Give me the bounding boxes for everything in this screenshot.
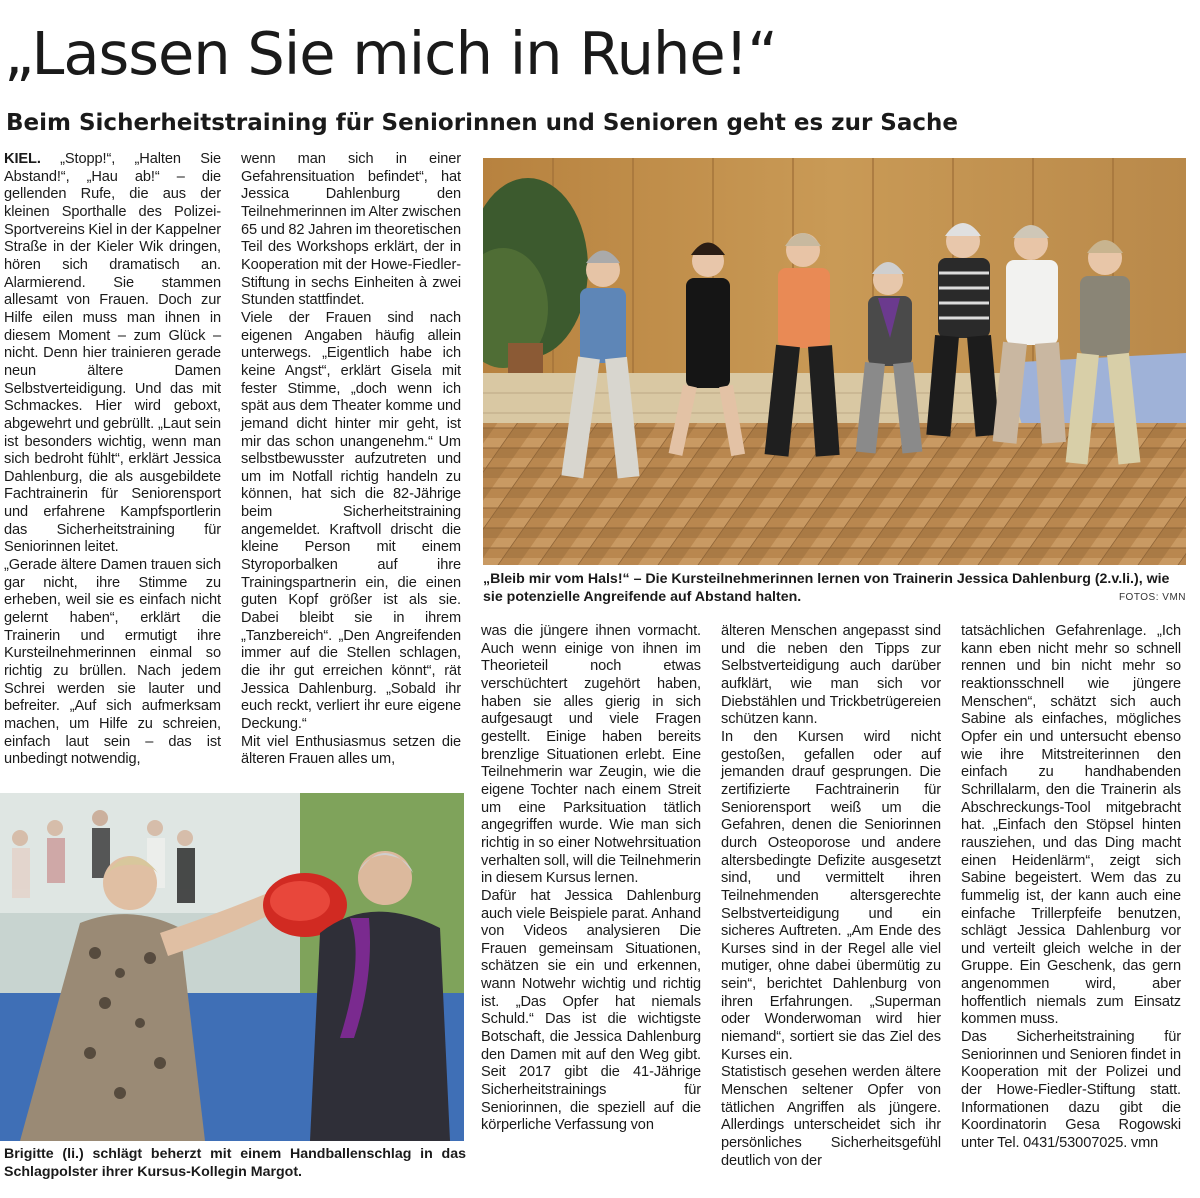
paragraph: was die jüngere ihnen vormacht. Auch wenn einige von ihnen im Theorieteil noch etwas verschüchtert zugehört haben, haben sie alles gierig in sich aufgesaugt und viele Fragen gestellt. Einige haben bereits brenzlige Situationen erlebt. Eine Teilnehmerin war Zeugin, wie die eigene Tochter nach einem Streit um eine Parksituation tätlich angegriffen wurde. Wie man sich richtig in so einer Notwehrsituation verhalten soll, will die Teilnehmerin in diesem Kursus lernen. [481,623,701,887]
paragraph: wenn man sich in einer Gefahrensituation befindet“, hat Jessica Dahlenburg den Teilnehmerinnen im Alter zwischen 65 und 82 Jahren im theoretischen Teil des Workshops erklärt, der in Kooperation mit der Howe-Fiedler-Stiftung in sechs Einheiten à zwei Stunden stattfindet. [241,151,461,309]
dateline: KIEL. [4,151,41,167]
paragraph: Mit viel Enthusiasmus setzen die älteren Frauen alles um, [241,733,461,768]
group-photo-image [483,158,1186,565]
paragraph: Dafür hat Jessica Dahlenburg auch viele Beispiele parat. Anhand von Videos analysieren Die Frauen gemeinsam Situationen, schätzen sie ein und erkennen, wann Notwehr wichtig und richtig ist. „Das Opfer hat niemals Schuld.“ Das ist die wichtigste Botschaft, die Jessica Dahlenburg den Damen mit auf den Weg gibt. Seit 2017 gibt die 41-Jährige Sicherheitstrainings für Seniorinnen, die speziell auf die körperliche Verfassung von [481,887,701,1134]
paragraph: Statistisch gesehen werden ältere Menschen seltener Opfer von tätlichen Angriffen als jüngere. Allerdings unterscheidet sich ihr persönliches Sicherheitsgefühl deutlich von der [721,1064,941,1169]
lead-paragraph [4,151,221,557]
article-column-1 [4,151,221,769]
paragraph: älteren Menschen angepasst sind und die neben den Tipps zur Selbstverteidigung auch darüber aufklärt, wie man sich vor Diebstählen und Trickbetrügereien schützen kann. [721,623,941,728]
paragraph: „Gerade ältere Damen trauen sich gar nicht, ihre Stimme zu erheben, weil sie es einfach nicht gelernt haben“, erklärt die Trainerin und ermutigt ihre Kursteilnehmerinnen einmal so richtig zu brüllen. Nach jedem Schrei werden sie lauter und befreiter. „Auf sich aufmerksam machen, um Hilfe zu schreien, einfach laut sein – das ist unbedingt notwendig, [4,557,221,768]
photo-credit: FOTOS: VMN [1118,592,1186,603]
paragraph: Viele der Frauen sind nach eigenen Angaben häufig allein unterwegs. „Eigentlich habe ich keine Angst“, erklärt Gisela mit fester Stimme, „doch wenn ich spät aus dem Theater komme und jemand dicht hinter mir geht, ist mir das schon unangenehm.“ Um selbstbewusster aufzutreten und um im Notfall richtig handeln zu können, hat sich die 82-Jährige beim Sicherheitstraining angemeldet. Kraftvoll drischt die kleine Person mit einem Styroporbalken auf ihre Trainingspartnerin ein, die einen guten Kopf größer ist als sie. Dabei bleibt sie in ihrem „Tanzbereich“. „Den Angreifenden immer auf die Stellen schlagen, die ihr gut erreichen könnt“, rät Jessica Dahlenburg. „Sobald ihr euch reckt, verliert ihr eure eigene Deckung.“ [241,309,461,732]
paragraph: Das Sicherheitstraining für Seniorinnen und Senioren findet in Kooperation mit der Polizei und der Howe-Fiedler-Stiftung statt. Informationen dazu gibt die Koordinatorin Gesa Rogowski unter Tel. 0431/53007025. vmn [961,1029,1181,1152]
article-column-2 [241,151,461,769]
strike-photo [0,793,464,1141]
paragraph: tatsächlichen Gefahrenlage. „Ich kann eben nicht mehr so schnell rennen und bin nicht mehr so reaktionsschnell wie jüngere Menschen“, schätzt sich auch Sabine als einfaches, mögliches Opfer ein und untersucht ebenso wie ihre Mitstreiterinnen den einfach zu handhabenden Schrillalarm, den die Trainerin als Abschreckungs-Tool mitgebracht hat. „Einfach den Stöpsel hinten rausziehen, und das Ding macht einen Heidenlärm“, zeigt sich Sabine begeistert. Wem das zu fummelig ist, der kann auch eine einfache Trillerpfeife benutzen, schlägt Jessica Dahlenburg vor und verteilt gleich welche in der Gruppe. Ein Geschenk, das gern angenommen wird, aber hoffentlich niemals zum Einsatz kommen muss. [961,623,1181,1028]
subheadline: Beim Sicherheitstraining für Seniorinnen und Senioren geht es zur Sache [6,110,958,136]
article-column-3 [481,623,701,1135]
strike-photo-image [0,793,464,1141]
headline: „Lassen Sie mich in Ruhe!“ [4,19,777,88]
article-column-4 [721,623,941,1170]
group-photo [483,158,1186,565]
group-photo-caption: „Bleib mir vom Hals!“ – Die Kursteilnehmerinnen lernen von Trainerin Jessica Dahlenburg (2.v.li.), wie sie potenzielle Angreifende auf Abstand halten. [483,571,1170,605]
paragraph: In den Kursen wird nicht gestoßen, gefallen oder auf jemanden drauf gesprungen. Die zertifizierte Fachtrainerin für Seniorensport weiß um die Gefahren, denen die Seniorinnen durch Osteoporose und andere altersbedingte Defizite ausgesetzt sind, und vermittelt ihren Teilnehmenden altersgerechte Selbstverteidigung und ein sicheres Auftreten. „Am Ende des Kurses sind in der Regel alle viel mutiger, ohne dabei übermütig zu sein“, berichtet Dahlenburg von ihren Erfahrungen. „Superman oder Wonderwoman wird hier niemand“, sortiert sie das Ziel des Kurses ein. [721,728,941,1063]
lead-text: „Stopp!“, „Halten Sie Abstand!“, „Hau ab!“ – die gellenden Rufe, die aus der kleinen Sporthalle des Polizei-Sportvereins Kiel in der Kappelner Straße in der Kieler Wik dringen, hören sich dramatisch an. Alarmierend. Sie stammen allesamt von Frauen. Doch zur Hilfe eilen muss man ihnen in diesem Moment – zum Glück – nicht. Denn hier trainieren gerade neun ältere Damen Selbstverteidigung. Und das mit Schmackes. Hier wird geboxt, abgewehrt und gebrüllt. „Laut sein ist besonders wichtig, wenn man sich bedroht fühlt“, erklärt Jessica Dahlenburg, die als ausgebildete Fachtrainerin für Seniorensport und erfahrene Kampfsportlerin das Sicherheitstraining für Seniorinnen leitet. [4,151,221,556]
strike-photo-caption: Brigitte (li.) schlägt beherzt mit einem Handballenschlag in das Schlagpolster ihrer Kursus-Kollegin Margot. [4,1146,466,1180]
article-column-5 [961,623,1181,1153]
